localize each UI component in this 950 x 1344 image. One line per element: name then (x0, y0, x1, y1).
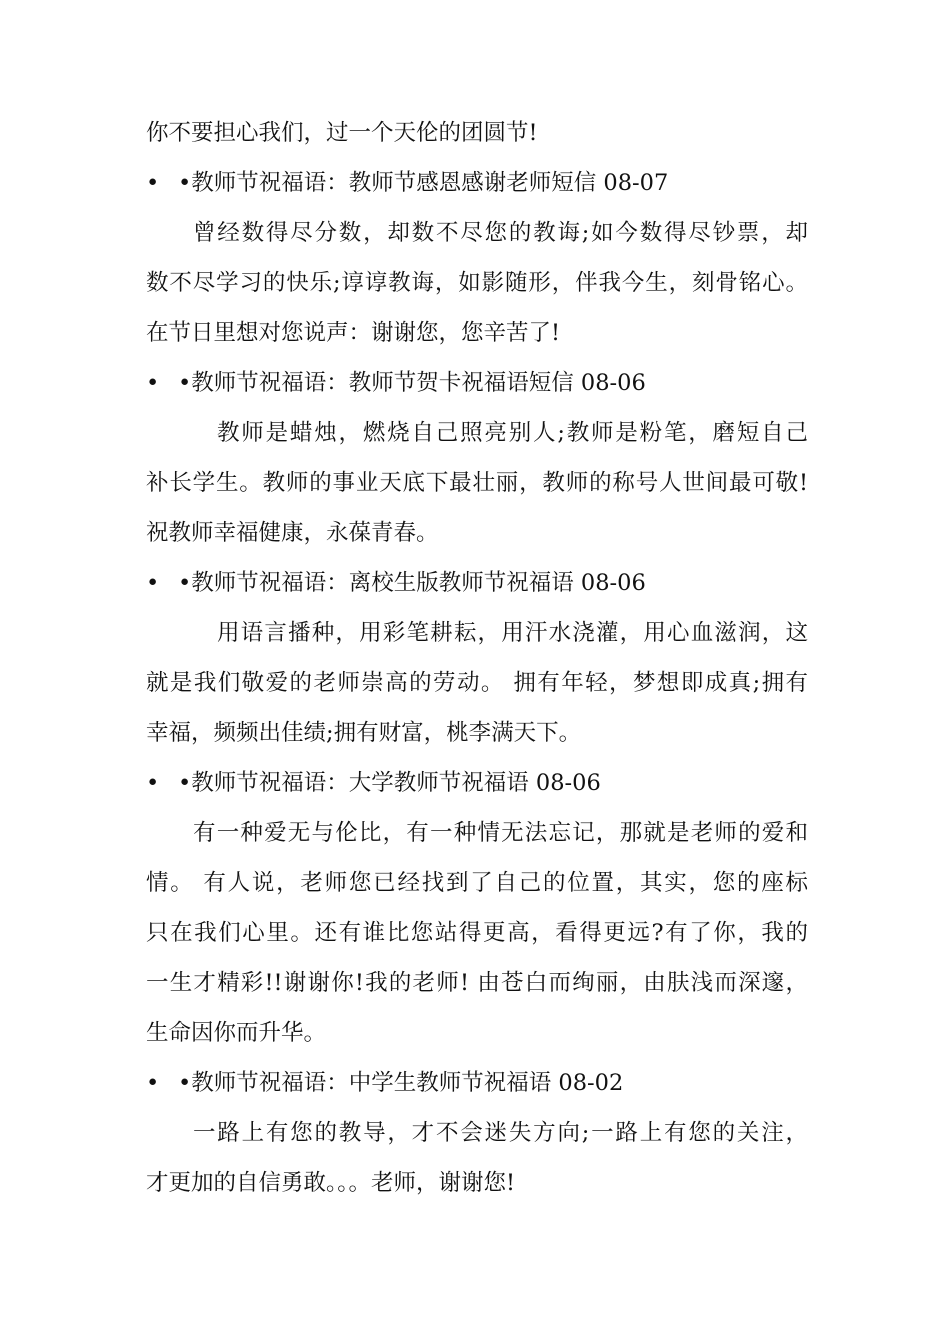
list-item-title: •教师节祝福语：中学生教师节祝福语 08-02 (178, 1070, 624, 1096)
text-line: 补长学生。教师的事业天底下最壮丽，教师的称号人世间最可敬! (146, 470, 808, 496)
bullet-icon: • (146, 170, 160, 196)
text-line: 生命因你而升华。 (146, 1020, 327, 1046)
list-item-heading (146, 758, 808, 808)
text-line: 幸福，频频出佳绩;拥有财富，桃李满天下。 (146, 720, 582, 746)
list-item-title: •教师节祝福语：离校生版教师节祝福语 08-06 (178, 570, 646, 596)
text-line: 才更加的自信勇敢。。。老师，谢谢您! (146, 1170, 516, 1196)
list-item-title: •教师节祝福语：大学教师节祝福语 08-06 (178, 770, 601, 796)
list-item-heading (146, 158, 808, 208)
text-line: 情。 有人说，老师您已经找到了自己的位置，其实，您的座标 (146, 870, 808, 896)
list-item-title: •教师节祝福语：教师节贺卡祝福语短信 08-06 (178, 370, 646, 396)
text-line: 教师是蜡烛，燃烧自己照亮别人;教师是粉笔，磨短自己 (217, 420, 808, 446)
list-item-heading (146, 558, 808, 608)
text-line: 曾经数得尽分数，却数不尽您的教诲;如今数得尽钞票，却 (193, 220, 808, 246)
bullet-icon: • (146, 370, 160, 396)
bullet-icon: • (146, 570, 160, 596)
list-item-title: •教师节祝福语：教师节感恩感谢老师短信 08-07 (178, 170, 669, 196)
document-body (146, 108, 808, 1208)
text-line: 在节日里想对您说声：谢谢您，您辛苦了! (146, 320, 561, 346)
text-line: 数不尽学习的快乐;谆谆教诲，如影随形，伴我今生，刻骨铭心。 (146, 270, 808, 296)
text-line: 祝教师幸福健康，永葆青春。 (146, 520, 439, 546)
list-item-heading (146, 358, 808, 408)
bullet-icon: • (146, 770, 160, 796)
text-line: 有一种爱无与伦比，有一种情无法忘记，那就是老师的爱和 (193, 820, 808, 846)
text-line: 就是我们敬爱的老师崇高的劳动。 拥有年轻，梦想即成真;拥有 (146, 670, 808, 696)
list-item-heading (146, 1058, 808, 1108)
text-line: 用语言播种，用彩笔耕耘，用汗水浇灌，用心血滋润，这 (217, 620, 808, 646)
text-line: 一生才精彩!!谢谢你!我的老师! 由苍白而绚丽，由肤浅而深邃， (146, 970, 808, 996)
text-line: 你不要担心我们，过一个天伦的团圆节! (146, 120, 538, 146)
bullet-icon: • (146, 1070, 160, 1096)
text-line: 一路上有您的教导，才不会迷失方向;一路上有您的关注， (193, 1120, 808, 1146)
text-line: 只在我们心里。还有谁比您站得更高，看得更远?有了你，我的 (146, 920, 808, 946)
